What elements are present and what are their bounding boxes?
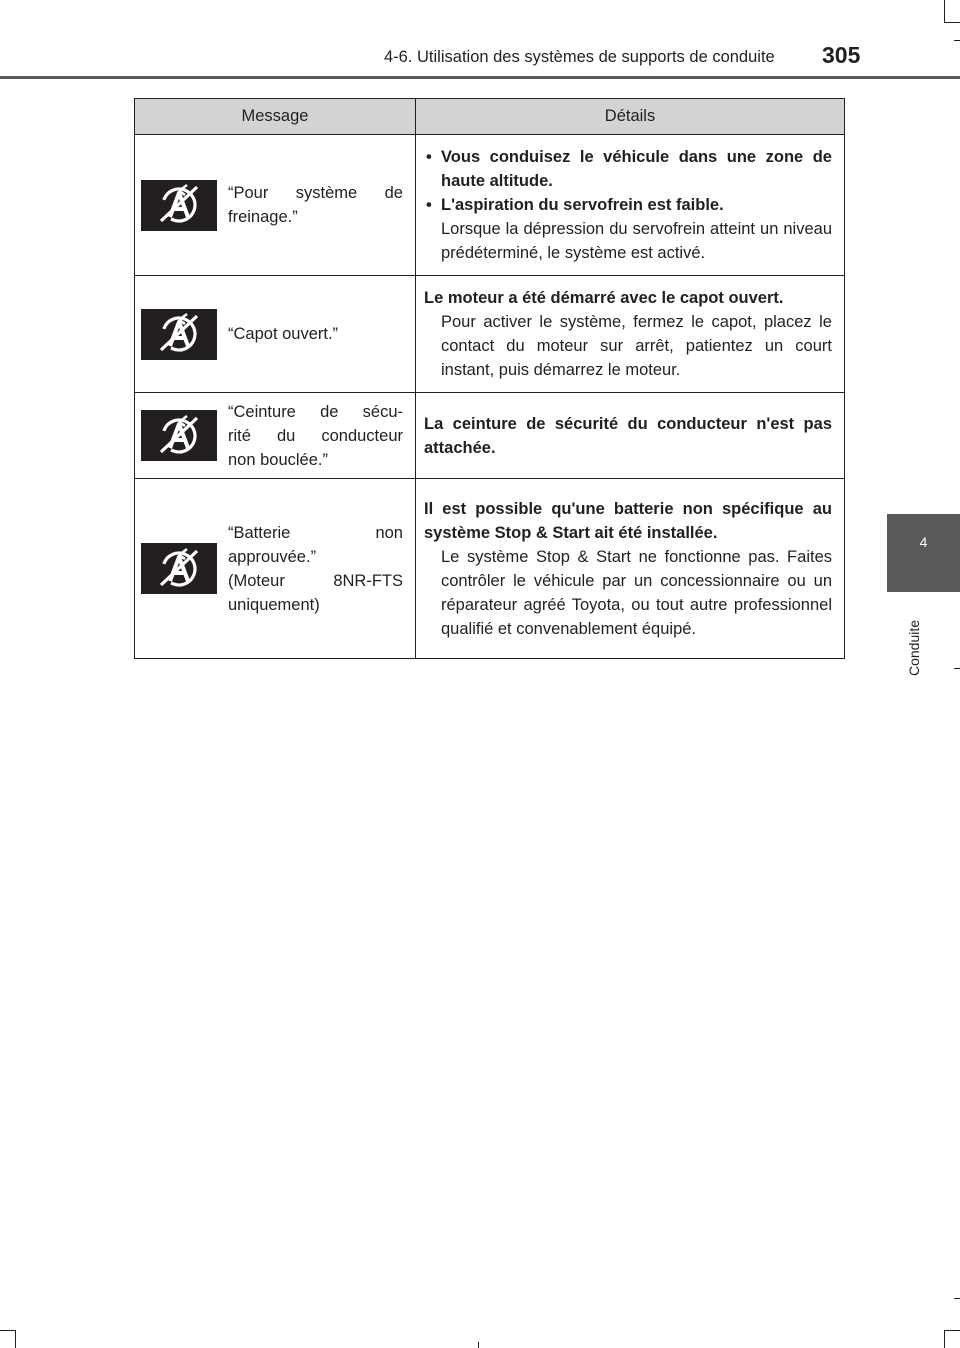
message-table [134, 98, 845, 659]
message-cell [135, 479, 416, 659]
message-text: “Ceinture de sécu- rité du conducteur non bouclée.” [228, 402, 403, 469]
message-cell [135, 135, 416, 276]
message-text: “Capot ouvert.” [228, 325, 339, 343]
auto-start-stop-off-icon [141, 543, 217, 594]
details-cell [416, 479, 845, 659]
page-number: 305 [822, 42, 861, 68]
crop-mark [944, 1330, 945, 1348]
column-header: Détails [416, 99, 845, 135]
details-note: Pour activer le système, fermez le capot, placez le contact du moteur sur arrêt, patientez un court instant, puis démarrez le moteur. [441, 313, 832, 379]
crop-mark [478, 1342, 479, 1348]
details-note: Le système Stop & Start ne fonctionne pas. Faites contrôler le véhicule par un concessionnaire ou un réparateur agréé Toyota, ou tout autre professionnel qualifié et convenablement équipé. [441, 547, 832, 638]
crop-mark [944, 0, 945, 22]
column-header: Message [135, 99, 416, 135]
details-bullet: • Vous conduisez le véhicule dans une zone de haute altitude. [424, 145, 832, 193]
crop-mark [944, 1330, 960, 1331]
message-text: “Pour système de freinage.” [228, 184, 403, 226]
chapter-label: Conduite [906, 619, 922, 676]
details-bullet: • L'aspiration du servofrein est faible. [424, 193, 832, 217]
chapter-number: 4 [919, 534, 928, 550]
chapter-tab [887, 514, 960, 592]
auto-start-stop-off-icon [141, 180, 217, 231]
details-cell [416, 276, 845, 393]
details-cell [416, 393, 845, 479]
crop-mark [954, 668, 960, 669]
crop-mark [15, 1330, 16, 1348]
table-row [135, 393, 845, 479]
auto-start-stop-off-icon [141, 309, 217, 360]
crop-mark [944, 22, 960, 23]
details-lead: Il est possible qu'une batterie non spécifique au système Stop & Start ait été installée. [424, 499, 832, 542]
table-row [135, 479, 845, 659]
message-text: “Batterie non approuvée.” (Moteur 8NR-FTS uniquement) [228, 523, 403, 614]
crop-mark [954, 40, 960, 41]
crop-mark [0, 1330, 16, 1331]
auto-start-stop-off-icon [141, 410, 217, 461]
details-lead: Le moteur a été démarré avec le capot ouvert. [424, 289, 784, 307]
message-cell [135, 393, 416, 479]
table-row [135, 276, 845, 393]
message-cell [135, 276, 416, 393]
details-cell [416, 135, 845, 276]
table-header-row [135, 99, 845, 135]
crop-mark [954, 1298, 960, 1299]
details-lead: La ceinture de sécurité du conducteur n'est pas attachée. [424, 414, 832, 457]
table-row [135, 135, 845, 276]
section-title: 4-6. Utilisation des systèmes de supports de conduite [384, 48, 775, 66]
header-rule [0, 76, 960, 79]
details-note: Lorsque la dépression du servofrein atteint un niveau prédéterminé, le système est activé. [441, 220, 832, 262]
